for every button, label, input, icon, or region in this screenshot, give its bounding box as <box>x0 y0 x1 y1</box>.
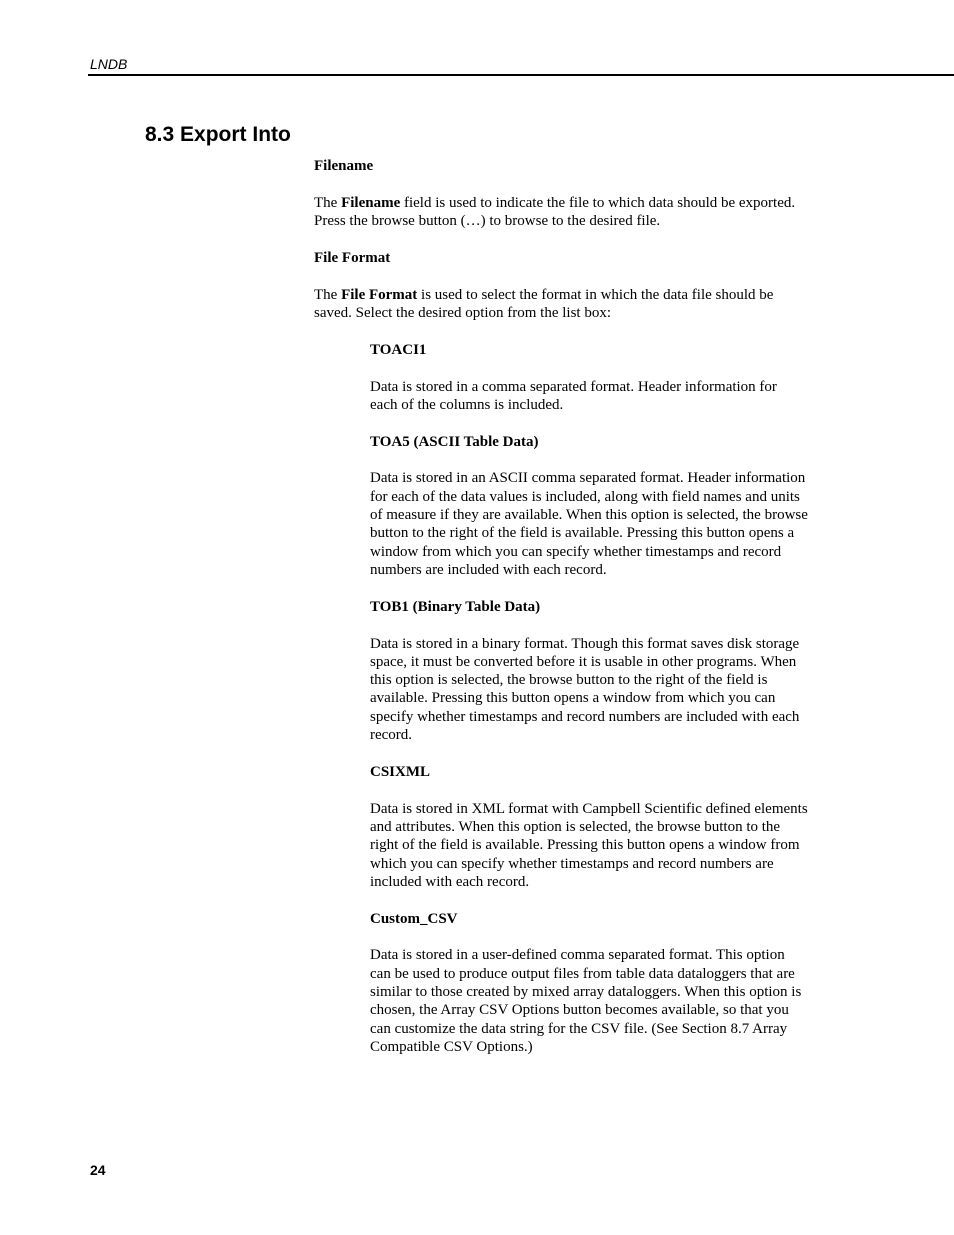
option-text-csixml: Data is stored in XML format with Campbell Scientific defined elements and attributes. When this option is selected, the browse button to the right of the field is available. Pressing this button opens a window from which you can specify whether timestamps and record numbers are included with each record. <box>370 800 808 890</box>
option-heading-tob1: TOB1 (Binary Table Data) <box>370 598 541 615</box>
filename-desc-lead: The <box>314 194 342 211</box>
option-text-custom-csv: Data is stored in a user-defined comma separated format. This option can be used to produce output files from table data dataloggers that are similar to those created by mixed array dataloggers. When this option is chosen, the Array CSV Options button becomes available, so that you can customize the data string for the CSV file. (See Section 8.7 Array Compatible CSV Options.) <box>370 947 802 1055</box>
page-number: 24 <box>90 1162 106 1178</box>
filename-heading: Filename <box>314 158 374 174</box>
option-text-tob1: Data is stored in a binary format. Though this format saves disk storage space, it must be converted before it is usable in other programs. When this option is selected, the browse button to the right of the field is available. Pressing this button opens a window from which you can specify whether timestamps and record numbers are included with each record. <box>370 635 800 744</box>
running-header: LNDB <box>90 56 128 72</box>
format-options-list <box>370 341 808 1056</box>
section-body <box>314 157 814 1075</box>
filename-description <box>314 194 814 231</box>
option-text-toaci1: Data is stored in a comma separated format. Header information for each of the columns is included. <box>370 378 777 413</box>
filename-desc-term: Filename <box>341 194 401 211</box>
file-format-heading: File Format <box>314 249 391 266</box>
header-rule <box>88 74 954 76</box>
option-heading-toaci1: TOACI1 <box>370 341 427 358</box>
section-title: 8.3 Export Into <box>145 123 291 146</box>
filename-desc-rest: field is used to indicate the file to which data should be exported. Press the browse button (…) to browse to the desired file. <box>314 194 796 230</box>
file-format-description <box>314 286 814 323</box>
option-heading-toa5: TOA5 (ASCII Table Data) <box>370 433 539 450</box>
file-format-desc-term: File Format <box>341 286 418 303</box>
file-format-desc-lead: The <box>314 286 342 303</box>
file-format-desc-rest: is used to select the format in which the data file should be saved. Select the desired option from the list box: <box>314 286 774 321</box>
option-text-toa5: Data is stored in an ASCII comma separated format. Header information for each of the data values is included, along with field names and units of measure if they are available. When this option is selected, the browse button to the right of the field is available. Pressing this button opens a window from which you can specify whether timestamps and record numbers are included with each record. <box>370 470 808 578</box>
option-heading-custom-csv: Custom_CSV <box>370 910 458 927</box>
option-heading-csixml: CSIXML <box>370 763 431 780</box>
